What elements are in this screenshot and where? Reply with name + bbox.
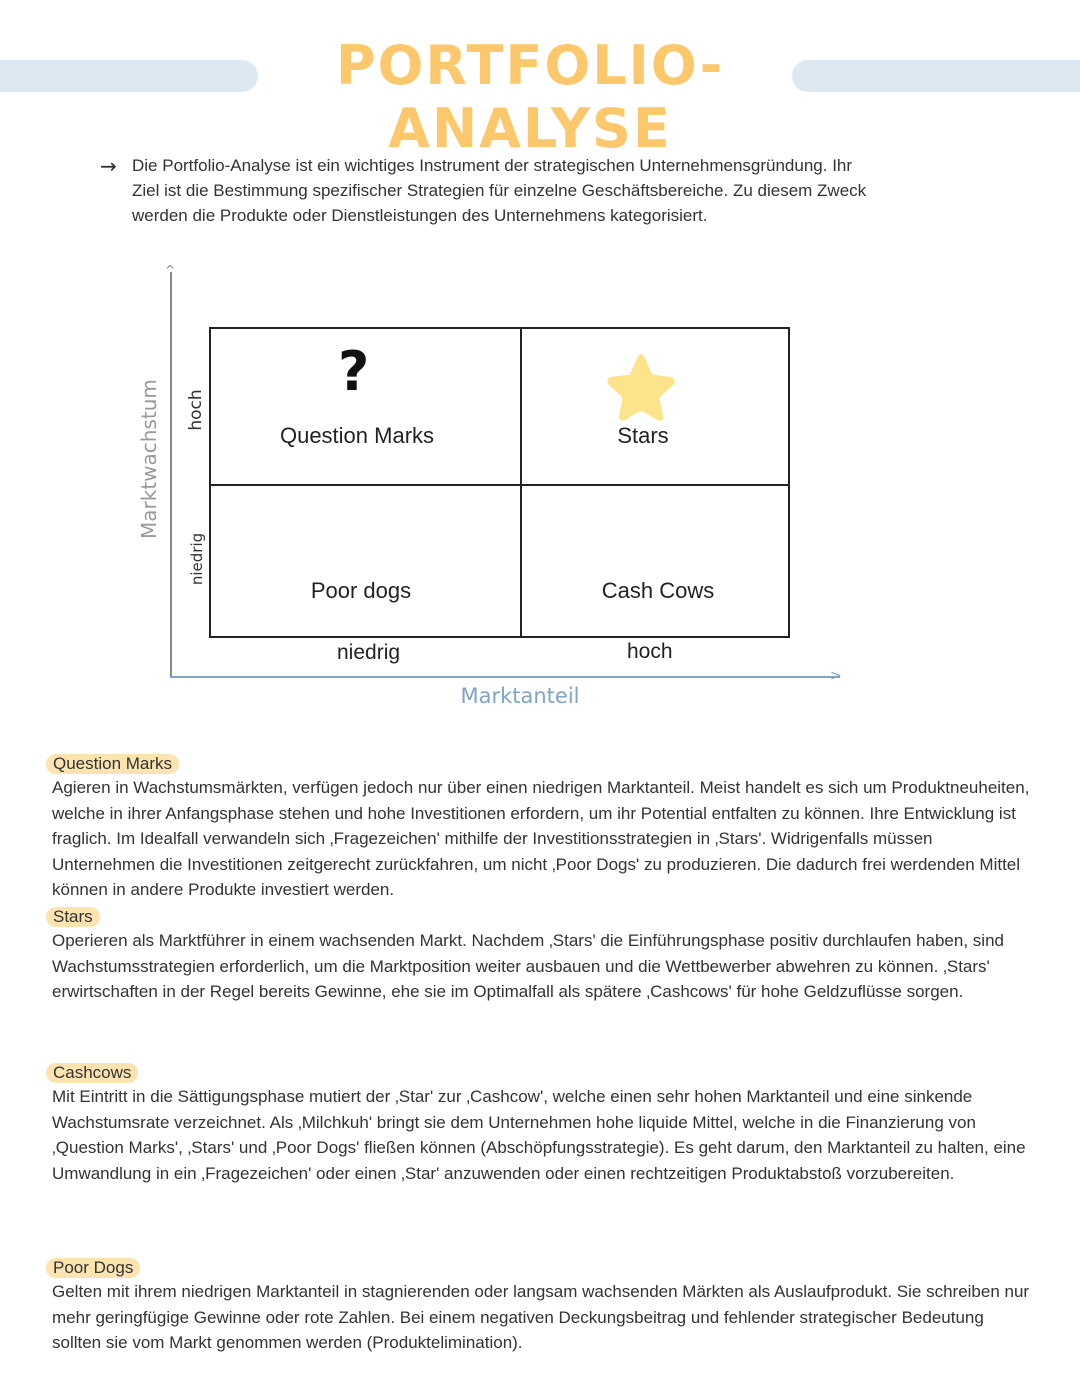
y-label-high: hoch xyxy=(186,389,206,431)
section-text: Agieren in Wachstumsmärkten, verfügen jedoch nur über einen niedrigen Marktanteil. Meist handelt es sich um Produktneuheiten, welche in ihrer Anfangsphase stehen und hohe Investitionen erfordern, um ihr Potential entfalten zu können. Ihre Entwicklung ist fraglich. Im Idealfall verwandeln sich ‚Fragezeichen' mithilfe der Investitionsstrategien in ‚Stars'. Widrigenfalls müssen Unternehmen die Investitionen zeitgerecht zurückfahren, um nicht ‚Poor Dogs' zu produzieren. Die dadurch frei werdenden Mittel können in andere Produkte investiert werden. xyxy=(52,778,1030,899)
matrix-divider-horizontal xyxy=(211,484,788,486)
section-stars xyxy=(46,907,1036,1005)
y-label-low: niedrig xyxy=(188,532,206,586)
header-band-left xyxy=(0,60,258,92)
y-axis-arrow-icon: ^ xyxy=(165,263,176,277)
section-heading: Poor Dogs xyxy=(46,1258,140,1278)
x-axis-line xyxy=(170,676,840,678)
section-question-marks xyxy=(46,754,1036,903)
x-axis-arrow-icon: > xyxy=(830,668,842,684)
cell-poor-dogs: Poor dogs xyxy=(310,578,412,603)
section-heading: Cashcows xyxy=(46,1063,138,1083)
section-text: Mit Eintritt in die Sättigungsphase mutiert der ‚Star' zur ‚Cashcow', welche einen sehr hohen Marktanteil und eine sinkende Wachstumsrate verzeichnet. Als ‚Milchkuh' bringt sie dem Unternehmen hohe liquide Mittel, welche in die Finanzierung von ‚Question Marks', ‚Stars' und ‚Poor Dogs' fließen können (Abschöpfungsstrategie). Es geht darum, den Marktanteil zu halten, eine Umwandlung in ein ‚Fragezeichen' oder einen ‚Star' anzuwenden oder einen rechtzeitigen Produktabstoß vorzubereiten. xyxy=(52,1087,1026,1183)
x-label-high: hoch xyxy=(627,640,673,663)
header-band-right xyxy=(792,60,1080,92)
section-text: Operieren als Marktführer in einem wachsenden Markt. Nachdem ‚Stars' die Einführungsphase positiv durchlaufen haben, sind Wachstumsstrategien erforderlich, um die Marktposition weiter ausbauen und die Wettbewerber abwehren zu können. ‚Stars' erwirtschaften in der Regel bereits Gewinne, ehe sie im Optimalfall als spätere ‚Cashcows' für hohe Geldzuflüsse sorgen. xyxy=(52,931,1004,1001)
y-axis-line xyxy=(170,272,172,677)
cell-question-marks: Question Marks xyxy=(279,423,435,448)
y-axis-title: Marktwachstum xyxy=(137,379,161,539)
intro-paragraph xyxy=(100,153,900,228)
star-icon xyxy=(603,350,679,422)
x-axis-title: Marktanteil xyxy=(460,684,580,708)
intro-text: Die Portfolio-Analyse ist ein wichtiges Instrument der strategischen Unternehmensgründung. Ihr Ziel ist die Bestimmung spezifischer Strategien für einzelne Geschäftsbereiche. Zu diesem Zweck werden die Produkte oder Dienstleistungen des Unternehmens kategorisiert. xyxy=(132,156,867,225)
section-text: Gelten mit ihrem niedrigen Marktanteil in stagnierenden oder langsam wachsenden Märkten als Auslaufprodukt. Sie schreiben nur mehr geringfügige Gewinne oder rote Zahlen. Bei einem negativen Deckungsbeitrag und fehlender strategischer Bedeutung sollten sie vom Markt genommen werden (Produktelimination). xyxy=(52,1282,1030,1352)
x-label-low: niedrig xyxy=(337,641,401,664)
cell-stars: Stars xyxy=(617,423,669,448)
question-mark-icon: ? xyxy=(338,340,370,403)
section-heading: Question Marks xyxy=(46,754,179,774)
matrix-divider-vertical xyxy=(520,329,522,636)
section-heading: Stars xyxy=(46,907,100,927)
arrow-right-icon: → xyxy=(100,154,117,178)
page-title: PORTFOLIO-ANALYSE xyxy=(335,34,725,160)
cell-cash-cows: Cash Cows xyxy=(601,578,715,603)
section-poor-dogs xyxy=(46,1258,1036,1356)
section-cashcows xyxy=(46,1063,1036,1186)
